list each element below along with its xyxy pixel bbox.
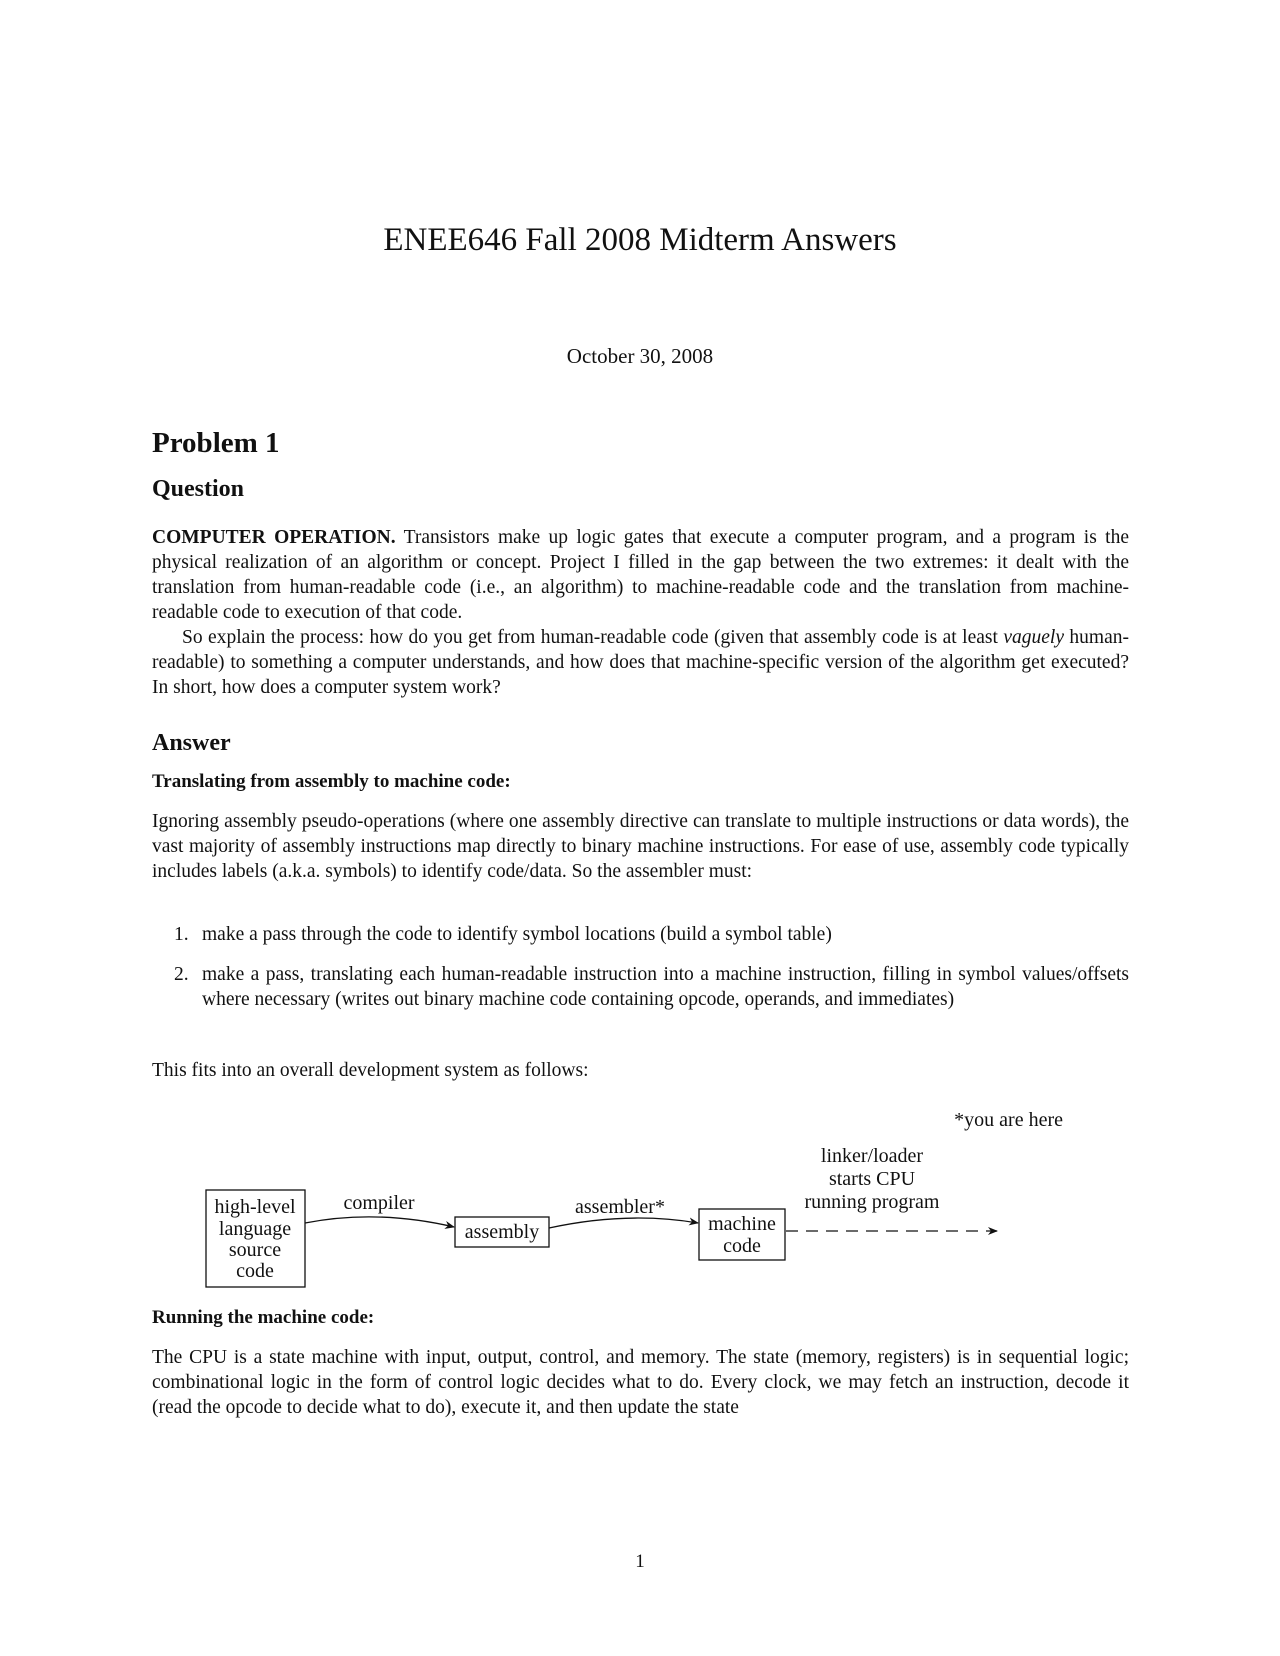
list-item <box>152 962 1129 1012</box>
development-system-diagram <box>0 1105 1280 1305</box>
machine-box-line-2: code <box>723 1235 761 1257</box>
document-title: ENEE646 Fall 2008 Midterm Answers <box>383 222 897 258</box>
fits-paragraph: This fits into an overall development system as follows: <box>152 1060 589 1081</box>
source-box-line-4: code <box>236 1260 274 1282</box>
assembler-label: assembler* <box>575 1196 665 1218</box>
linker-label-line-3: running program <box>804 1191 940 1213</box>
question-emphasis: vaguely <box>1003 627 1064 648</box>
assembly-box-label: assembly <box>464 1221 540 1243</box>
question-paragraph-2 <box>152 625 1129 700</box>
list-item-number: 1. <box>174 924 189 945</box>
assembler-arrow <box>549 1218 698 1228</box>
source-box-line-1: high-level <box>214 1196 296 1218</box>
compiler-label: compiler <box>343 1192 415 1214</box>
linker-label-line-1: linker/loader <box>820 1145 924 1167</box>
question-lead: COMPUTER OPERATION. <box>152 527 396 548</box>
machine-box-line-1: machine <box>708 1213 776 1235</box>
question-text-1: Transistors make up logic gates that execute a computer program, and a program is the physical realization of an algorithm or concept. Project I filled in the gap between the two extremes: it dealt with the translation from human-readable code (i.e., an algorithm) to machine-readable code and the translation from machine-readable code to execution of that code. <box>152 527 1129 623</box>
answer-heading: Answer <box>152 730 231 756</box>
source-box-line-2: language <box>218 1218 292 1240</box>
assembler-steps-list <box>152 922 1129 1027</box>
list-item-text: make a pass through the code to identify symbol locations (build a symbol table) <box>202 924 832 945</box>
compiler-arrow <box>305 1217 454 1227</box>
list-item-text: make a pass, translating each human-readable instruction into a machine instruction, filling in symbol values/offsets where necessary (writes out binary machine code containing opcode, operands, and immediates) <box>202 964 1129 1010</box>
question-heading: Question <box>152 476 245 502</box>
running-heading: Running the machine code: <box>152 1307 375 1328</box>
translating-paragraph: Ignoring assembly pseudo-operations (where one assembly directive can translate to multiple instructions or data words), the vast majority of assembly instructions map directly to binary machine instructions. For ease of use, assembly code typically includes labels (a.k.a. symbols) to identify code/data. So the assembler must: <box>152 811 1129 882</box>
list-item-number: 2. <box>174 964 189 985</box>
translating-heading: Translating from assembly to machine code: <box>152 771 511 792</box>
problem-heading: Problem 1 <box>152 427 280 459</box>
question-text-2a: So explain the process: how do you get from human-readable code (given that assembly code is at least <box>182 627 1004 648</box>
list-item <box>152 922 1129 947</box>
question-text-2b: human-readable) to something a computer understands, and how does that machine-specific version of the algorithm get executed? In short, how does a computer system work? <box>152 627 1129 698</box>
running-paragraph: The CPU is a state machine with input, output, control, and memory. The state (memory, registers) is in sequential logic; combinational logic in the form of control logic decides what to do. Every clock, we may fetch an instruction, decode it (read the opcode to decide what to do), execute it, and then update the state <box>152 1347 1129 1418</box>
linker-label-line-2: starts CPU <box>828 1168 916 1190</box>
document-date: October 30, 2008 <box>566 344 714 368</box>
question-paragraph-1 <box>152 525 1129 625</box>
you-are-here-label: *you are here <box>954 1109 1063 1131</box>
page-number: 1 <box>635 1551 645 1572</box>
source-box-line-3: source <box>228 1239 282 1261</box>
